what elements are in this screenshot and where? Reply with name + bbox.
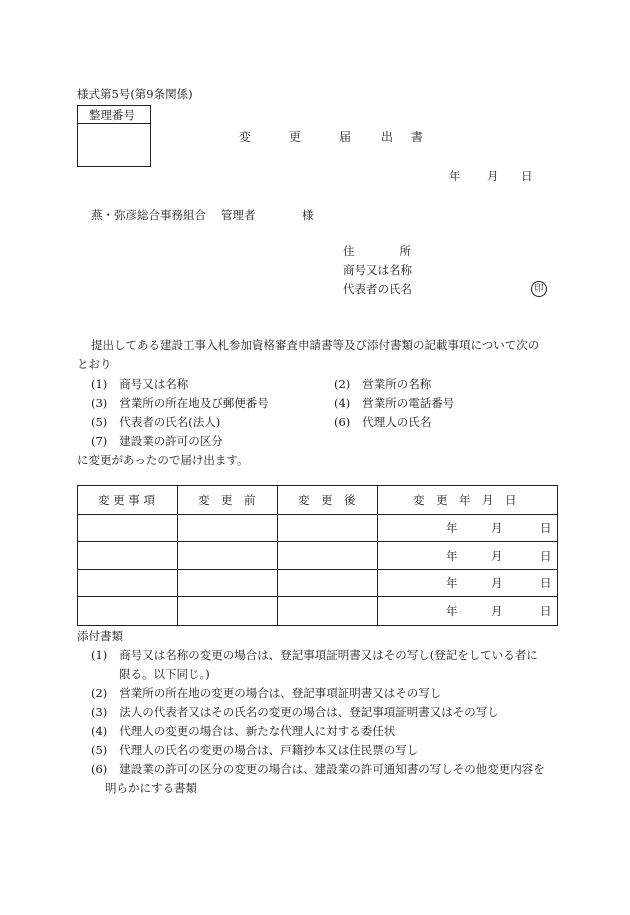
table-date-year: 年 [446,604,458,618]
item-number: (1) [91,377,108,391]
table-date-year: 年 [446,549,458,563]
table-date-month: 月 [491,604,503,618]
change-item [91,376,188,392]
change-item [91,433,223,449]
item-text: 営業所の所在地の変更の場合は、登記事項証明書又はその写し [119,686,442,700]
attachment-item [91,742,418,758]
item-text: 代理人の氏名の変更の場合は、戸籍抄本又は住民票の写し [119,743,419,757]
attachment-item [91,723,395,739]
title-char: 変 [239,130,252,144]
table-header-item: 変 更 事 項 [98,493,155,507]
item-number: (5) [91,743,108,757]
table-col-divider [277,485,278,625]
item-number: (2) [334,377,351,391]
item-number: (1) [91,648,108,662]
table-date-year: 年 [446,576,458,590]
item-number: (3) [91,705,108,719]
table-date-month: 月 [491,576,503,590]
applicant-representative-label: 代表者の氏名 [343,282,412,296]
table-date-day: 日 [540,521,552,535]
title-char: 出 [381,130,394,144]
item-text: 営業所の電話番号 [362,396,455,410]
item-number: (6) [91,762,108,776]
attachment-item-continuation: 明らかにする書類 [105,781,197,795]
table-date-day: 日 [540,549,552,563]
table-row-divider [77,569,557,570]
document-title [239,128,461,145]
item-text: 代表者の氏名(法人) [119,415,221,429]
date-day: 日 [521,169,533,183]
reference-box-divider [77,123,150,124]
change-item [334,414,431,430]
applicant-trade-name-label: 商号又は名称 [343,263,412,277]
item-text: 商号又は名称 [119,377,189,391]
item-text: 建設業の許可の区分 [119,434,223,448]
item-number: (5) [91,415,108,429]
seal-mark: 印 [531,281,547,297]
table-date-month: 月 [491,549,503,563]
table-row-divider [77,541,557,542]
change-item [334,395,454,411]
item-number: (4) [334,396,351,410]
table-date-month: 月 [491,521,503,535]
table-col-divider [377,485,378,625]
attachment-item [91,704,499,720]
table-header-after: 変 更 後 [298,493,356,507]
address-char: 住 [343,244,355,258]
table-row-divider [77,514,557,515]
item-number: (6) [334,415,351,429]
change-item [91,414,220,430]
title-char: 届 [339,130,352,144]
item-number: (2) [91,686,108,700]
item-text: 代理人の変更の場合は、新たな代理人に対する委任状 [119,724,396,738]
attachment-item [91,685,441,701]
item-number: (4) [91,724,108,738]
table-header-date: 変 更 年 月 日 [413,493,517,507]
table-date-day: 日 [540,604,552,618]
applicant-address-label [343,243,411,259]
closing-line: に変更があったので届け出ます。 [77,453,249,467]
item-text: 営業所の所在地及び郵便番号 [119,396,269,410]
item-text: 建設業の許可の区分の変更の場合は、建設業の許可通知書の写しその他変更内容を [119,762,545,776]
attachment-item [91,761,545,777]
item-number: (7) [91,434,108,448]
addressee-honorific: 様 [302,208,314,222]
intro-line-1: 提出してある建設工事入札参加資格審査申請書等及び添付書類の記載事項について次の [91,338,540,352]
attachment-item-continuation: 限る。以下同じ。) [119,667,210,681]
intro-line-2: とおり [77,357,112,371]
item-number: (3) [91,396,108,410]
addressee-role: 管理者 [221,208,256,222]
item-text: 代理人の氏名 [362,415,432,429]
item-text: 営業所の名称 [362,377,432,391]
table-date-day: 日 [540,576,552,590]
item-text: 商号又は名称の変更の場合は、登記事項証明書又はその写し(登記をしている者に [119,648,538,662]
date-year: 年 [449,169,461,183]
attachment-item [91,647,538,663]
attachments-heading: 添付書類 [77,629,123,643]
reference-number-label: 整理番号 [89,108,135,122]
address-char: 所 [399,244,411,258]
addressee-org: 燕・弥彦総合事務組合 [91,208,206,222]
table-col-divider [177,485,178,625]
date-month: 月 [487,169,499,183]
table-date-year: 年 [446,521,458,535]
item-text: 法人の代表者又はその氏名の変更の場合は、登記事項証明書又はその写し [119,705,499,719]
change-item [334,376,431,392]
table-row-divider [77,596,557,597]
title-char: 書 [411,130,424,144]
title-char: 更 [289,130,302,144]
form-number: 様式第5号(第9条関係) [77,87,193,101]
table-header-before: 変 更 前 [198,493,256,507]
change-item [91,395,269,411]
